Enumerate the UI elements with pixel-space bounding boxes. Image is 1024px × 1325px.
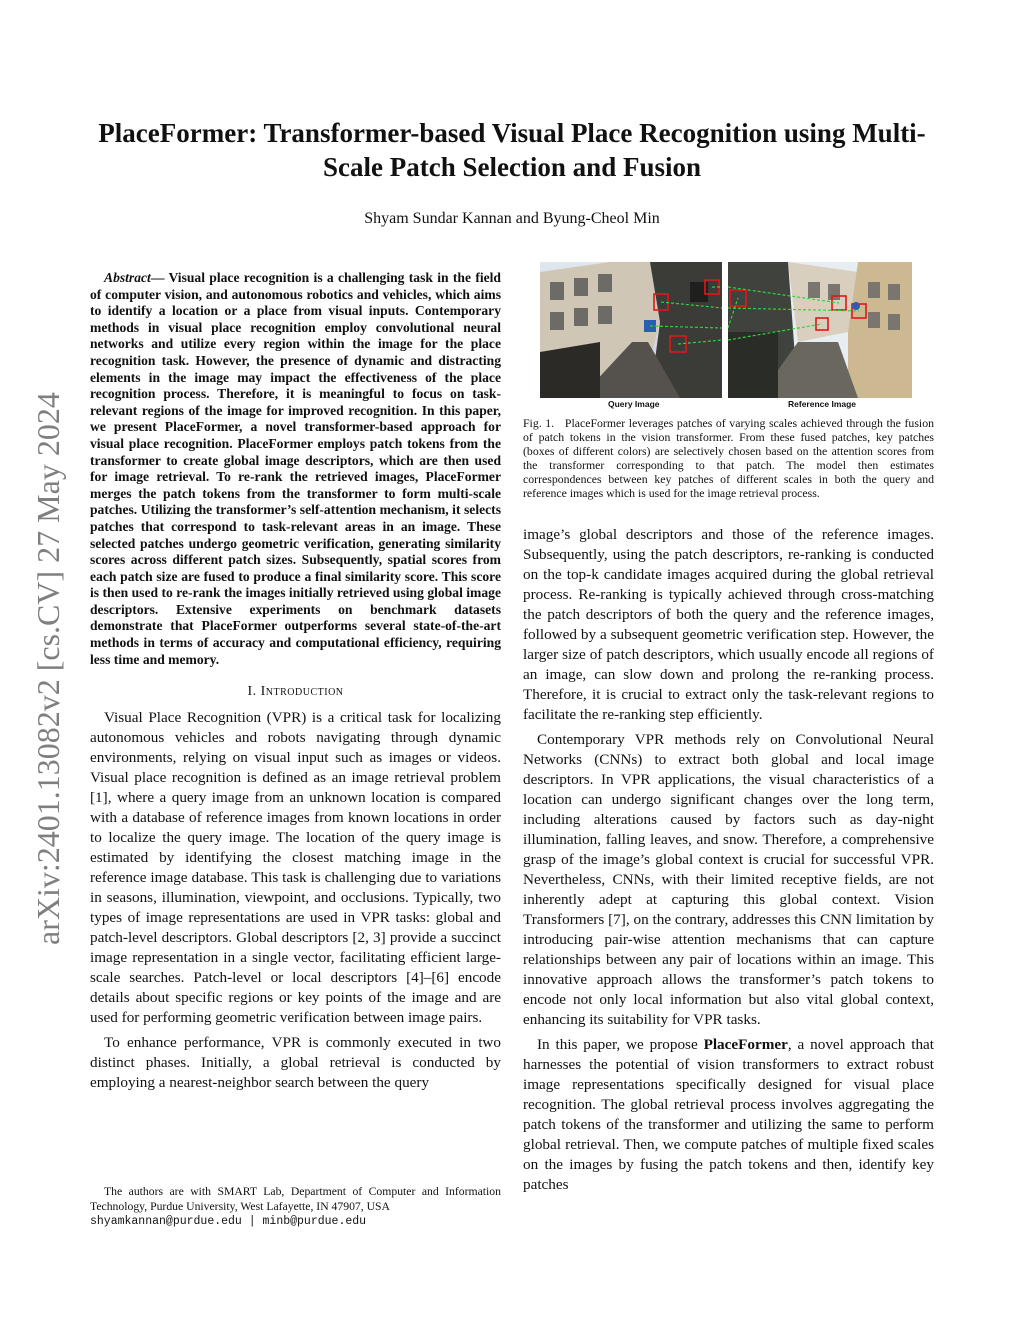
footnote-affiliation: The authors are with SMART Lab, Department of Computer and Information Technology, Purdue University, West Lafayette, IN 47907, USA: [90, 1185, 501, 1213]
intro-paragraph-3: Contemporary VPR methods rely on Convolutional Neural Networks (CNNs) to extract both global and local image descriptors. In VPR applications, the visual characteristics of a location can undergo significant changes over the long term, including alterations caused by factors such as day-night illumination, falling leaves, and snow. Therefore, a comprehensive grasp of the image’s global context is crucial for successful VPR. Nevertheless, CNNs, with their limited receptive fields, are not inherently adept at capturing this global context. Vision Transformers [7], on the contrary, addresses this CNN limitation by introducing pair-wise attention mechanisms that can capture relationships between any pair of locations within an image. This innovative approach allows the transformer’s patch tokens to encode not only local information but also vital global context, enhancing its suitability for VPR tasks.: [523, 731, 934, 1028]
intro-paragraph-2-continued: image’s global descriptors and those of the reference images. Subsequently, using the patch descriptors, re-ranking is conducted on the top-k candidate images acquired during the global retrieval process. Re-ranking is typically achieved through cross-matching the patch descriptors of both the query and the reference images, followed by a subsequent geometric verification step. However, the larger size of patch descriptors, which usually encode all regions of an image, can slow down and prolong the re-ranking process. Therefore, it is crucial to extract only the task-relevant regions to facilitate the re-ranking step efficiently.: [523, 526, 934, 723]
reference-image-label: Reference Image: [788, 399, 857, 409]
footnote: [90, 1184, 501, 1229]
intro-paragraph-4: [523, 1035, 934, 1195]
section-heading: [90, 682, 501, 702]
reference-image: [728, 262, 912, 398]
query-image: [540, 262, 722, 398]
caption-label: Fig. 1.: [523, 416, 555, 430]
section-number: I.: [247, 684, 257, 700]
intro-p4-end: , a novel approach that harnesses the potential of vision transformers to extract robust image representations specifically designed for visual place recognition. The global retrieval process involves aggregating the patch tokens of the transformer and utilizing the same to perform global retrieval. Then, we compute patches of multiple fixed scales on the images by fusing the patch tokens and then, identify key patches: [523, 1036, 934, 1193]
intro-p4-start: In this paper, we propose: [537, 1036, 704, 1053]
abstract: [90, 270, 501, 668]
placeformer-name: PlaceFormer: [703, 1036, 788, 1053]
figure-1: [540, 262, 912, 412]
paper-authors: Shyam Sundar Kannan and Byung-Cheol Min: [364, 210, 660, 227]
figure-caption: [523, 416, 934, 500]
query-image-label: Query Image: [608, 399, 660, 409]
figure-labels: [540, 398, 912, 412]
left-column: [90, 270, 501, 1098]
right-column: [523, 525, 934, 1200]
intro-paragraph-2: To enhance performance, VPR is commonly executed in two distinct phases. Initially, a global retrieval is conducted by employing a nearest-neighbor search between the query: [90, 1034, 501, 1092]
paper-title: PlaceFormer: Transformer-based Visual Place Recognition using Multi-Scale Patch Selection and Fusion: [98, 118, 926, 182]
footnote-emails: shyamkannan@purdue.edu | minb@purdue.edu: [90, 1215, 367, 1228]
section-title: Introduction: [260, 684, 344, 700]
figure-photos: [540, 262, 912, 398]
caption-text: PlaceFormer leverages patches of varying scales achieved through the fusion of patch tokens in the vision transformer. From these fused patches, key patches (boxes of different colors) are selectively chosen based on the attention scores from the transformer corresponding to that patch. The model then estimates correspondences between key patches of different scales in both the query and reference images which is used for the image retrieval process.: [523, 416, 934, 500]
intro-paragraph-1: Visual Place Recognition (VPR) is a critical task for localizing autonomous vehicles and robots navigating through dynamic environments, relying on visual input such as images or videos. Visual place recognition is defined as an image retrieval problem [1], where a query image from an unknown location is compared with a database of reference images from known locations in order to localize the query image. The location of the query image is estimated by identifying the closest matching image in the reference image database. This task is challenging due to variations in seasons, illumination, viewpoint, and occlusions. Typically, two types of image representations are used in VPR tasks: global and patch-level descriptors. Global descriptors [2, 3] provide a succinct image representation in a single vector, facilitating efficient large-scale searches. Patch-level or local descriptors [4]–[6] encode details about specific regions or key points of the image and are used for performing geometric verification between image pairs.: [90, 709, 501, 1027]
abstract-text: — Visual place recognition is a challenging task in the field of computer vision, and autonomous robotics and vehicles, which aims to identify a location or a place from visual inputs. Contemporary methods in visual place recognition employ convolutional neural networks and utilize every region within the image for the place recognition task. However, the presence of dynamic and distracting elements in the image may impact the effectiveness of the place recognition process. Therefore, it is meaningful to focus on task-relevant regions of the image for improved recognition. In this paper, we present PlaceFormer, a novel transformer-based approach for visual place recognition. PlaceFormer employs patch tokens from the transformer to create global image descriptors, which are then used for image retrieval. To re-rank the retrieved images, PlaceFormer merges the patch tokens from the transformer to form multi-scale patches. Utilizing the transformer’s self-attention mechanism, it selects patches that correspond to task-relevant areas in an image. These selected patches undergo geometric verification, generating similarity scores across different patch sizes. Subsequently, spatial scores from each patch size are fused to produce a final similarity score. This score is then used to re-rank the images initially retrieved using global image descriptors. Extensive experiments on benchmark datasets demonstrate that PlaceFormer outperforms several state-of-the-art methods in terms of accuracy and computational efficiency, requiring less time and memory.: [90, 270, 501, 667]
abstract-label: Abstract: [104, 270, 151, 285]
arxiv-sidebar-label: arXiv:2401.13082v2 [cs.CV] 27 May 2024: [30, 392, 66, 945]
